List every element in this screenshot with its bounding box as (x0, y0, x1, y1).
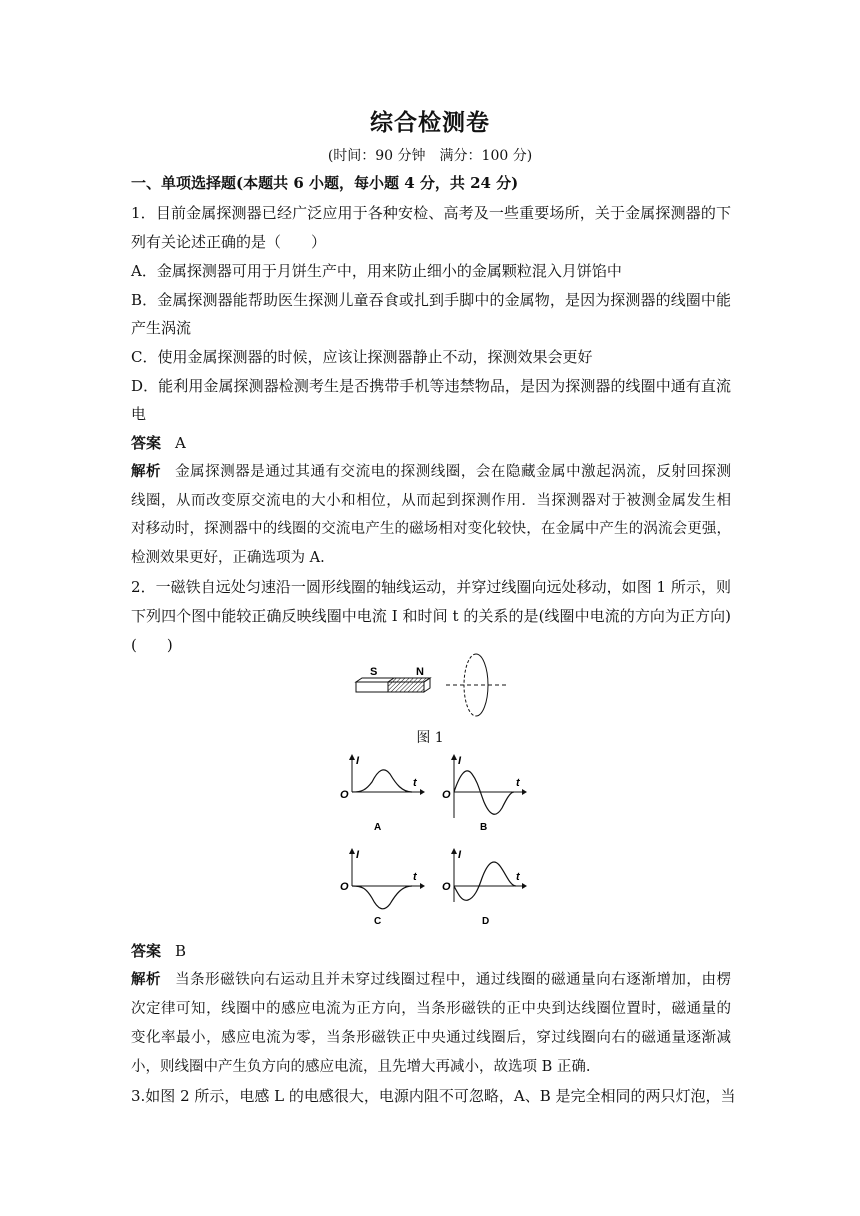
page-title: 综合检测卷 (370, 109, 490, 136)
graph-a-i-label: I (356, 755, 360, 767)
q1-analysis-line-2: 线圈，从而改变原交流电的大小和相位，从而起到探测作用．当探测器对于被测金属发生相 (131, 493, 731, 509)
figure-1-caption: 图 1 (416, 730, 444, 746)
q1-stem-line-1: 1．目前金属探测器已经广泛应用于各种安检、高考及一些重要场所，关于金属探测器的下 (131, 204, 731, 222)
graph-c-label: C (374, 916, 382, 927)
q1-option-c: C．使用金属探测器的时候，应该让探测器静止不动，探测效果会更好 (131, 348, 593, 366)
exam-info: (时间：90 分钟 满分：100 分) (327, 148, 533, 164)
q2-stem-line-3: ( ) (131, 636, 173, 654)
option-graphs (330, 752, 540, 932)
answer-value: B (175, 942, 187, 960)
graph-d-t-label: t (516, 871, 520, 883)
q2-analysis-line-1 (131, 970, 731, 990)
section-heading: 一、单项选择题(本题共 6 小题，每小题 4 分，共 24 分) (131, 174, 519, 192)
graph-b-i-label: I (458, 755, 462, 767)
q1-option-d-line-2: 电 (131, 405, 147, 423)
answer-label: 答案 (131, 942, 162, 960)
analysis-text: 当条形磁铁向右运动且并未穿过线圈过程中，通过线圈的磁通量向右逐渐增加，由楞 (175, 972, 732, 988)
q2-stem-line-1: 2．一磁铁自远处匀速沿一圆形线圈的轴线运动，并穿过线圈向远处移动，如图 1 所示，则 (131, 578, 731, 596)
graph-a-t-label: t (413, 777, 417, 789)
q1-option-d-line-1: D．能利用金属探测器检测考生是否携带手机等违禁物品，是因为探测器的线圈中通有直流 (131, 377, 731, 395)
q1-option-a: A．金属探测器可用于月饼生产中，用来防止细小的金属颗粒混入月饼馅中 (131, 262, 622, 280)
answer-value: A (175, 434, 186, 452)
q1-stem-line-2: 列有关论述正确的是（ ） (131, 233, 327, 251)
graph-c-i-label: I (356, 849, 360, 861)
q1-option-b-line-1: B．金属探测器能帮助医生探测儿童吞食或扎到手脚中的金属物，是因为探测器的线圈中能 (131, 291, 731, 309)
graph-b-label: B (480, 822, 488, 833)
graph-a-label: A (374, 822, 382, 833)
q2-analysis-line-2: 次定律可知，线圈中的感应电流为正方向，当条形磁铁的正中央到达线圈位置时，磁通量的 (131, 1001, 731, 1017)
graph-b-t-label: t (516, 777, 520, 789)
analysis-label: 解析 (131, 971, 162, 988)
graph-d (442, 848, 527, 927)
graph-d-i-label: I (458, 849, 462, 861)
q2-answer (131, 941, 731, 961)
graph-c-t-label: t (413, 871, 417, 883)
q1-analysis-line-4: 检测效果更好，正确选项为 A. (131, 550, 325, 566)
q2-analysis-line-4: 小，则线圈中产生负方向的感应电流，且先增大再减小，故选项 B 正确. (131, 1059, 591, 1075)
graph-c (340, 848, 425, 927)
magnet-s-label: S (370, 666, 378, 678)
bar-magnet (356, 666, 430, 692)
graph-a (340, 754, 425, 833)
graph-d-origin: O (442, 881, 451, 893)
figure-1-magnet-coil (350, 652, 520, 718)
graph-b (442, 754, 527, 833)
q1-answer (131, 433, 731, 453)
analysis-label: 解析 (131, 463, 162, 480)
q1-option-b-line-2: 产生涡流 (131, 319, 192, 337)
q2-analysis-line-3: 变化率最小，感应电流为零，当条形磁铁正中央通过线圈后，穿过线圈向右的磁通量逐渐减 (131, 1030, 731, 1046)
answer-label: 答案 (131, 434, 162, 452)
magnet-n-label: N (416, 666, 424, 678)
graph-c-origin: O (340, 881, 349, 893)
q3-stem-line-1: 3.如图 2 所示，电感 L 的电感很大，电源内阻不可忽略，A、B 是完全相同的两只灯泡，当 (131, 1087, 736, 1105)
graph-b-origin: O (442, 789, 451, 801)
q1-analysis-line-1 (131, 462, 731, 482)
graph-d-label: D (482, 916, 490, 927)
q1-analysis-line-3: 对移动时，探测器中的线圈的交流电产生的磁场相对变化较快，在金属中产生的涡流会更强， (131, 521, 731, 537)
analysis-text: 金属探测器是通过其通有交流电的探测线圈，会在隐藏金属中激起涡流，反射回探测 (175, 464, 732, 480)
graph-a-origin: O (340, 789, 349, 801)
q2-stem-line-2: 下列四个图中能较正确反映线圈中电流 I 和时间 t 的关系的是(线圈中电流的方向为正方向) (131, 607, 731, 625)
